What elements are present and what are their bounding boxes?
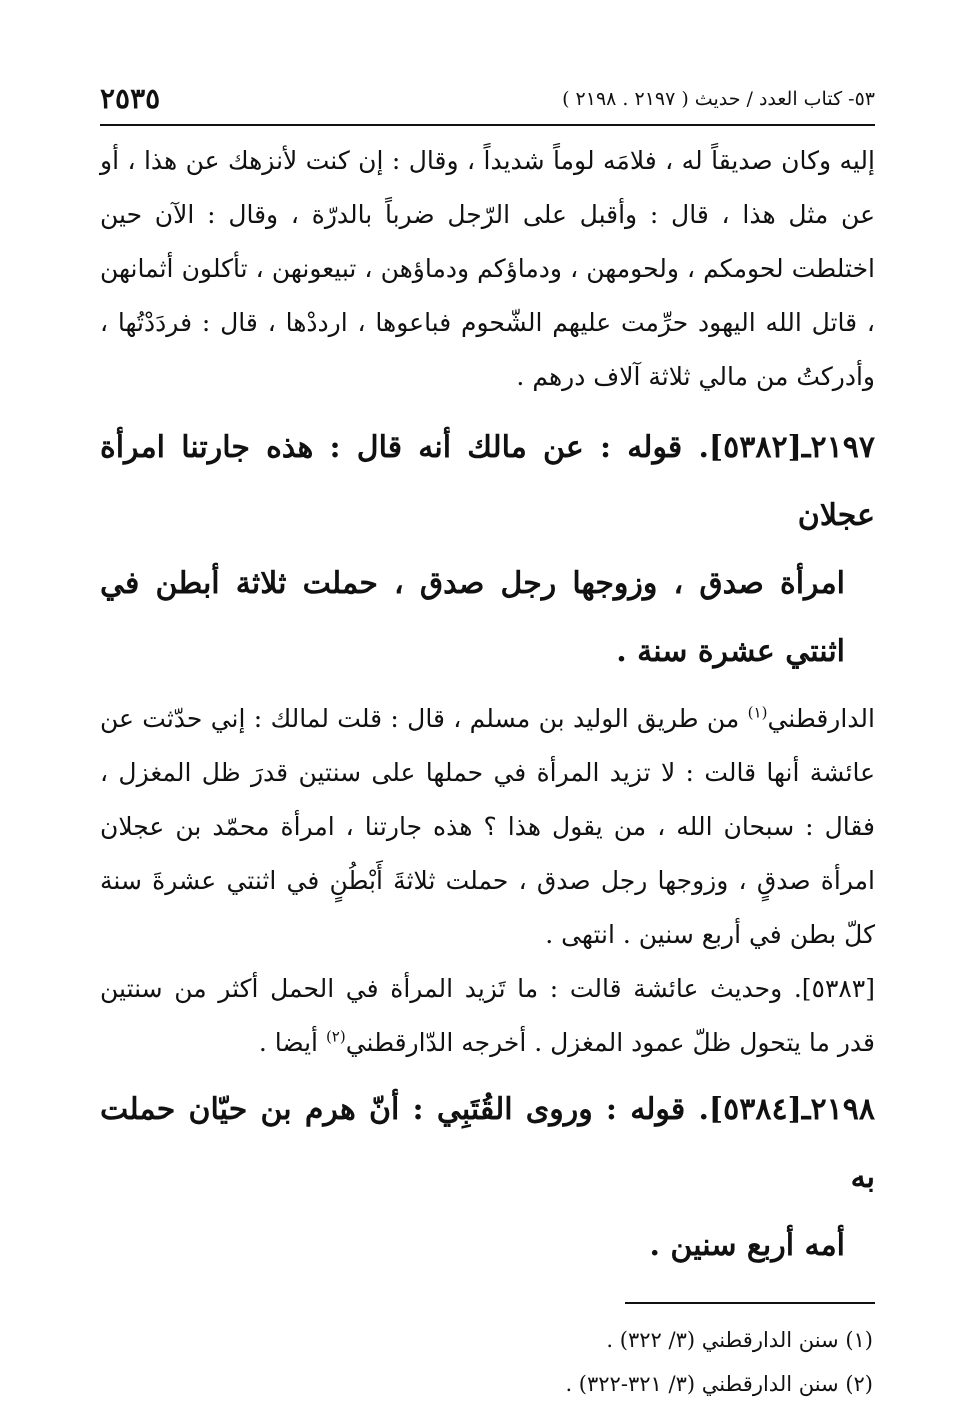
hadith-heading-2197 (100, 414, 875, 686)
footnote-ref-1[interactable]: (١) (747, 703, 768, 722)
heading-continuation: أمه أربع سنين . (649, 1228, 845, 1263)
heading-continuation: امرأة صدق ، وزوجها رجل صدق ، حملت ثلاثة أبطن في اثنتي عشرة سنة . (100, 566, 845, 669)
footnote-ref-2[interactable]: (٢) (325, 1027, 346, 1046)
footnote-1: (١) سنن الدارقطني (٣/ ٣٢٢) . (606, 1328, 873, 1352)
heading-line: ٢١٩٨ـ[٥٣٨٤]. قوله : وروى القُتَبِي : أنّ هرم بن حيّان حملت به (100, 1092, 875, 1195)
page-header (100, 82, 875, 126)
paragraph-continuation: إليه وكان صديقاً له ، فلامَه لوماً شديداً ، وقال : إن كنت لأنزهك عن هذا ، أو عن مثل هذا ، قال : وأقبل على الرّجل ضرباً بالدرّة ، وقال : الآن حين اختلطت لحومكم ، ولحومهن ، ودماؤكم ودماؤهن ، تبيعونهن ، تأكلون أثمانهن ، قاتل الله اليهود حرِّمت عليهم الشّحوم فباعوها ، ارددْها ، قال : فردَدْتُها ، وأدركتُ من مالي ثلاثة آلاف درهم . (100, 146, 875, 391)
hadith-text: [٥٣٨٣]. وحديث عائشة قالت : ما تَزيد المرأة في الحمل أكثر من سنتين قدر ما يتحول ظلّ عمود المغزل . أخرجه الدّارقطني (100, 974, 875, 1057)
hadith-text-end: أيضا . (258, 1028, 326, 1057)
footnote-separator (625, 1302, 875, 1304)
running-title: ٥٣- كتاب العدد / حديث ( ٢١٩٧ . ٢١٩٨ ) (562, 88, 875, 110)
footnotes (100, 1318, 875, 1406)
book-page (100, 82, 875, 1406)
paragraph-hadith-5383 (100, 962, 875, 1070)
hadith-heading-2198 (100, 1076, 875, 1280)
footnote-2: (٢) سنن الدارقطني (٣/ ٣٢١-٣٢٢) . (565, 1372, 873, 1396)
heading-line: ٢١٩٧ـ[٥٣٨٢]. قوله : عن مالك أنه قال : هذه جارتنا امرأة عجلان (100, 430, 875, 533)
paragraph-commentary (100, 692, 875, 962)
page-number: ٢٥٣٥ (100, 82, 161, 115)
commentary-start: الدارقطني (767, 704, 875, 733)
commentary-text: من طريق الوليد بن مسلم ، قال : قلت لمالك : إني حدّثت عن عائشة أنها قالت : لا تزيد المرأة في حملها على سنتين قدرَ ظل المغزل ، فقال : سبحان الله ، من يقول هذا ؟ هذه جارتنا ، امرأة محمّد بن عجلان امرأة صدقٍ ، وزوجها رجل صدق ، حملت ثلاثةَ أَبْطُنٍ في اثنتي عشرةَ سنة كلّ بطن في أربع سنين . انتهى . (100, 704, 875, 949)
